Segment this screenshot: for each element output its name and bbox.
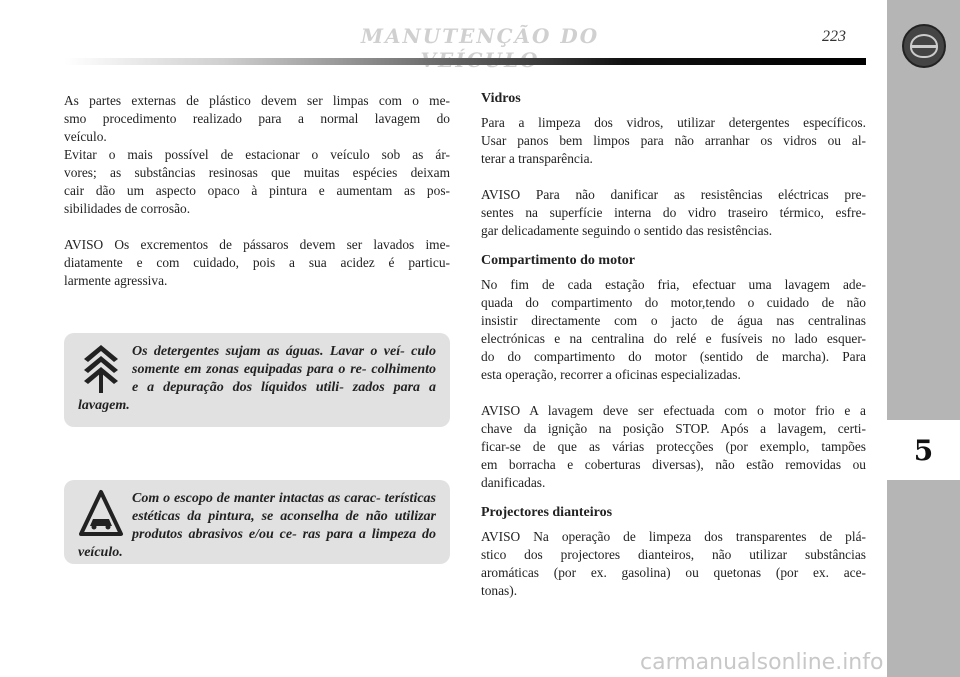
motor-paragraph (481, 276, 866, 384)
text-line: gar delicadamente seguindo o sentido das resistências. (481, 223, 773, 238)
page-number: 223 (822, 28, 846, 45)
text-line: quada do compartimento do motor,tendo o cuidado de não (481, 295, 866, 310)
text-line: em borracha e coberturas diversas), não estão removidas ou (481, 457, 866, 472)
text-line: smo procedimento realizado para a normal lavagem do (64, 111, 450, 126)
projectores-paragraph (481, 528, 866, 600)
left-column (64, 92, 450, 290)
lancia-logo-icon (902, 24, 946, 68)
caution-notice (64, 480, 450, 564)
text-line: larmente agressiva. (64, 273, 168, 288)
text-line: diatamente e com cuidado, pois a sua acidez é particu- (64, 255, 450, 270)
environment-notice-text: Os detergentes sujam as águas. Lavar o veí- culo somente em zonas equipadas para o re- colhimento e a depuração dos líquidos utili- zados para a lavagem. (78, 344, 436, 413)
vidros-paragraph (481, 114, 866, 168)
chapter-number: 5 (887, 420, 960, 480)
text-line: cair dão um aspecto opaco à pintura e aumentam as pos- (64, 183, 450, 198)
text-line: aromáticas (por ex. gasolina) ou quetonas (por ex. ace- (481, 565, 866, 580)
text-line: danificadas. (481, 475, 546, 490)
side-tab (887, 0, 960, 677)
text-line: AVISO Os excrementos de pássaros devem ser lavados ime- (64, 237, 450, 252)
header-title: MANUTENÇÃO DO (360, 24, 600, 48)
text-line: AVISO A lavagem deve ser efectuada com o motor frio e a (481, 403, 866, 418)
recycle-chevron-icon (78, 341, 124, 395)
caution-notice-text: Com o escopo de manter intactas as carac- terísticas estéticas da pintura, se aconselha de não utilizar produtos abrasivos e/ou ce- ras para a limpeza do veículo. (78, 491, 436, 560)
right-column (481, 90, 866, 600)
text-line: AVISO Na operação de limpeza dos transparentes de plá- (481, 529, 866, 544)
vidros-heading: Vidros (481, 91, 521, 106)
text-line: No fim de cada estação fria, efectuar uma lavagem ade- (481, 277, 866, 292)
environment-notice (64, 333, 450, 427)
header-rule (64, 58, 866, 65)
text-line: sibilidades de corrosão. (64, 201, 191, 216)
text-line: As partes externas de plástico devem ser limpas com o me- (64, 93, 450, 108)
text-line: veículo. (64, 129, 107, 144)
text-line: tonas). (481, 583, 518, 598)
watermark: carmanualsonline.info (640, 650, 884, 675)
vidros-aviso-paragraph (481, 186, 866, 240)
motor-aviso-paragraph (481, 402, 866, 492)
text-line: Para a limpeza dos vidros, utilizar detergentes específicos. (481, 115, 866, 130)
text-line: stico dos projectores dianteiros, não utilizar substâncias (481, 547, 866, 562)
bird-droppings-paragraph (64, 236, 450, 290)
text-line: Evitar o mais possível de estacionar o veículo sob as ár- (64, 147, 450, 162)
text-line: electrónicas e na centralina do relé e fusíveis no lado esquer- (481, 331, 866, 346)
car-warning-triangle-icon (78, 488, 124, 542)
text-line: vores; as substâncias resinosas que muitas espécies deixam (64, 165, 450, 180)
text-line: insistir directamente com o jacto de água nas centralinas (481, 313, 866, 328)
text-line: sentes na superfície interna do vidro traseiro térmico, esfre- (481, 205, 866, 220)
text-line: AVISO Para não danificar as resistências eléctricas pre- (481, 187, 866, 202)
text-line: do do compartimento do motor (sentido de marcha). Para (481, 349, 866, 364)
text-line: terar a transparência. (481, 151, 593, 166)
text-line: chave da ignição na posição STOP. Após a lavagem, certi- (481, 421, 866, 436)
projectores-heading: Projectores dianteiros (481, 505, 613, 520)
motor-heading: Compartimento do motor (481, 253, 635, 268)
plastic-parts-paragraph (64, 92, 450, 218)
text-line: Usar panos bem limpos para não arranhar os vidros ou al- (481, 133, 866, 148)
text-line: esta operação, recorrer a oficinas especializadas. (481, 367, 741, 382)
text-line: ficar-se de que as várias protecções (por exemplo, tampões (481, 439, 866, 454)
